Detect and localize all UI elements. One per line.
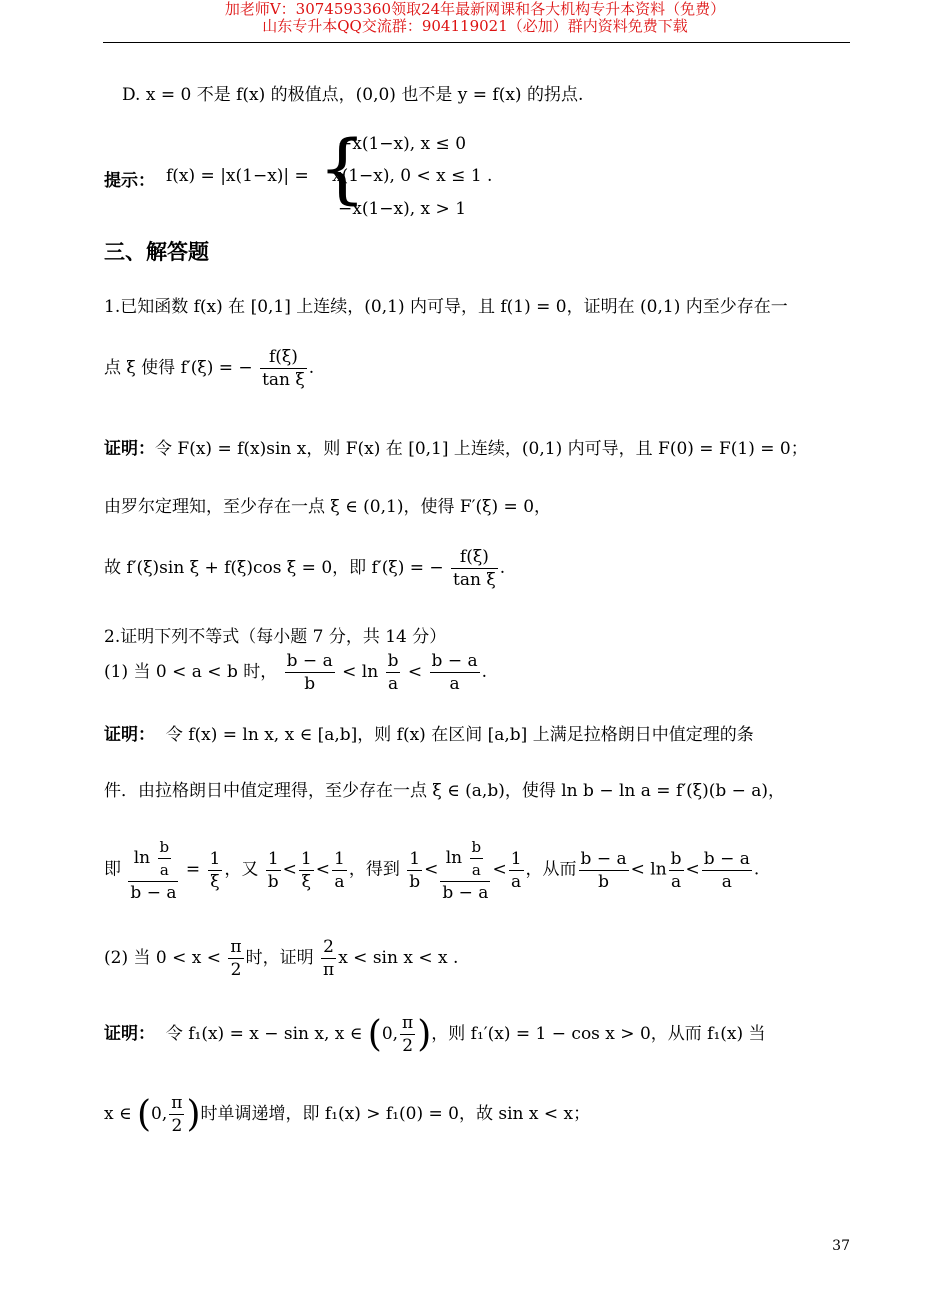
text: ，又 <box>224 859 259 880</box>
frac-den: 2 <box>171 1116 183 1136</box>
frac-den: a <box>471 861 481 879</box>
q1-proof-2: 由罗尔定理知，至少存在一点 ξ ∈ (0,1)，使得 F′(ξ) = 0， <box>104 497 552 517</box>
frac-den: π <box>323 960 335 980</box>
frac-num: 2 <box>321 936 336 959</box>
q1-fraction <box>260 346 307 391</box>
one-over-xi <box>208 848 223 893</box>
q2-p1-proof-line-3 <box>104 836 759 904</box>
b-over-a <box>158 836 172 881</box>
frac-num <box>128 836 178 882</box>
frac-num: 1 <box>300 848 312 869</box>
section-title: 三、解答题 <box>104 239 209 264</box>
frac-den: 2 <box>402 1036 414 1056</box>
q2-p1-lt: < <box>407 662 423 682</box>
frac-num: b − a <box>286 651 333 671</box>
q2-p2-lead: (2) 当 0 < x < <box>104 948 221 968</box>
text: < <box>282 859 297 880</box>
q2-p2-line <box>104 936 458 981</box>
q2-stem: 2.证明下列不等式（每小题 7 分，共 14 分） <box>104 627 447 647</box>
one-over-a-2 <box>509 848 524 893</box>
q2-p2-shi: 时，证明 <box>245 948 314 968</box>
text: < <box>424 859 439 880</box>
frac-num: π <box>171 1093 183 1113</box>
text: = <box>185 859 201 880</box>
frac-num: 1 <box>209 848 221 869</box>
one-over-xi-2 <box>299 848 314 893</box>
q1-frac-den: tan ξ <box>262 370 305 390</box>
hint-case-2: x(1−x), 0 < x ≤ 1 . <box>332 166 493 186</box>
ln-ratio-frac <box>128 836 178 904</box>
q2-proof-label: 证明： <box>104 725 155 745</box>
frac-den: b − a <box>130 883 177 903</box>
frac-den: b <box>409 871 421 892</box>
text: 即 <box>104 859 121 880</box>
q2-p2-proof-1: 令 f₁(x) = x − sin x, x ∈ <box>165 1024 363 1044</box>
ln-ratio-frac-2 <box>440 836 490 904</box>
frac-den: a <box>334 871 345 892</box>
q1-proof-3: 故 f′(ξ)sin ξ + f(ξ)cos ξ = 0，即 f′(ξ) = − <box>104 558 444 578</box>
q2-p2-proof-1b: ，则 f₁′(x) = 1 − cos x > 0，从而 f₁(x) 当 <box>431 1024 766 1044</box>
frac-den: a <box>449 674 460 694</box>
conclusion-frac-3 <box>702 848 752 893</box>
q1-proof-frac-num: f(ξ) <box>451 546 498 569</box>
q1-proof-frac-den: tan ξ <box>453 570 496 590</box>
frac-num: π <box>402 1013 414 1033</box>
q1-stem-a: 1.已知函数 f(x) 在 [0,1] 上连续，(0,1) 内可导，且 f(1) = 0，证明在 (0,1) 内至少存在一 <box>104 297 788 317</box>
frac-den: b <box>267 871 279 892</box>
q2-p1-mid: < ln <box>342 662 379 682</box>
frac-den: a <box>387 674 399 694</box>
hint-case-3: −x(1−x), x > 1 <box>338 199 467 219</box>
hint-lhs: f(x) = |x(1−x)| = <box>166 166 309 186</box>
q2-p1-frac-3 <box>430 650 480 695</box>
pi-over-2 <box>169 1092 184 1137</box>
frac-num: b <box>387 651 399 671</box>
frac-num: 1 <box>510 848 522 869</box>
ln: ln <box>445 848 463 868</box>
b-over-a <box>470 836 484 881</box>
frac-num: 1 <box>266 848 281 871</box>
q1-stem-b: 点 ξ 使得 f′(ξ) = − <box>104 358 253 378</box>
frac-num: 1 <box>407 848 422 871</box>
interval: 0, <box>151 1104 168 1124</box>
conclusion-frac-2 <box>669 848 684 893</box>
text: < <box>315 859 330 880</box>
text: . <box>753 859 760 880</box>
frac-den: a <box>159 861 169 879</box>
frac-num: b <box>470 836 484 859</box>
text: ，得到 <box>348 859 400 880</box>
pi-over-2 <box>400 1012 415 1057</box>
one-over-a <box>332 848 347 893</box>
frac-den: b − a <box>442 883 489 903</box>
q1-proof-1: 令 F(x) = f(x)sin x，则 F(x) 在 [0,1] 上连续，(0,1) 内可导，且 F(0) = F(1) = 0； <box>155 439 808 459</box>
hint-label: 提示： <box>104 171 155 191</box>
q2-p1-frac-2 <box>386 650 401 695</box>
q2-p2-proof-2a: x ∈ <box>104 1104 132 1124</box>
frac-den: a <box>511 871 522 892</box>
q2-p2-proof-label: 证明： <box>104 1024 155 1044</box>
q2-p2-tail: x < sin x < x . <box>338 948 459 968</box>
one-over-b-2 <box>407 848 422 893</box>
frac-den: ξ <box>210 871 220 892</box>
text: < <box>492 859 507 880</box>
frac-num: b <box>670 848 682 869</box>
two-over-pi <box>321 936 336 981</box>
text: < <box>685 859 700 880</box>
q2-p2-proof-line-2: x ∈ (0, $\frac{\pi}{2}$ )时单调递增，即 f₁(x) > f₁(0) = 0，故 sin x < x； <box>104 1093 591 1136</box>
q2-p1-proof-line-1 <box>104 720 754 745</box>
frac-den: a <box>671 871 682 892</box>
q2-p2-proof-2b: 时单调递增，即 f₁(x) > f₁(0) = 0，故 sin x < x； <box>200 1104 591 1124</box>
q2-p1-frac-1 <box>285 650 335 695</box>
q1-frac-num: f(ξ) <box>260 346 307 369</box>
piecewise-brace: { <box>318 123 367 212</box>
q1-proof-line-1 <box>104 434 808 459</box>
pi-over-2 <box>228 936 243 981</box>
text: < ln <box>630 859 667 880</box>
q2-p1-proof-1: 令 f(x) = ln x, x ∈ [a,b]，则 f(x) 在区间 [a,b] 上满足拉格朗日中值定理的条 <box>165 725 754 745</box>
frac-num <box>440 836 490 882</box>
ln: ln <box>133 848 151 868</box>
q1-proof-line-3: 故 f′(ξ)sin ξ + f(ξ)cos ξ = 0，即 f′(ξ) = − $\frac{f(\xi)}{\text{tan ξ}}$ . <box>104 547 506 590</box>
frac-num: b − a <box>580 848 627 869</box>
frac-den: b <box>304 674 316 694</box>
frac-num: b − a <box>431 651 478 671</box>
header-rule <box>103 42 850 43</box>
q2-p2-proof-line-1: 证明： 令 f₁(x) = x − sin x, x ∈ (0, $\frac{\pi}{2}$ )，则 f₁′(x) = 1 − cos x > 0，从而 f₁(x) 当 <box>104 1013 766 1056</box>
q2-p1-proof-2: 件．由拉格朗日中值定理得，至少存在一点 ξ ∈ (a,b)，使得 ln b − ln a = f′(ξ)(b − a)， <box>104 781 786 801</box>
text: ，从而 <box>525 859 577 880</box>
interval: 0, <box>381 1024 399 1044</box>
frac-num: π <box>230 937 242 957</box>
q1-proof-fraction <box>451 546 498 591</box>
frac-num: 1 <box>334 848 345 869</box>
option-d: D. x = 0 不是 f(x) 的极值点，(0,0) 也不是 y = f(x) 的拐点. <box>122 85 584 105</box>
frac-den: a <box>721 871 732 892</box>
frac-num: b − a <box>703 848 750 869</box>
one-over-b <box>266 848 281 893</box>
conclusion-frac-1 <box>579 848 629 893</box>
frac-den: ξ <box>301 871 312 892</box>
hint-case-1: −x(1−x), x ≤ 0 <box>338 134 467 154</box>
frac-den: b <box>598 871 610 892</box>
frac-num: b <box>158 836 172 859</box>
q1-stem-b-line: 点 ξ 使得 f′(ξ) = − $\frac{f(\xi)}{\text{tan ξ}}$ . <box>104 347 315 390</box>
q1-proof-label: 证明： <box>104 439 155 459</box>
page-number: 37 <box>832 1238 850 1254</box>
q2-p1-lead: (1) 当 0 < a < b 时， <box>104 662 278 682</box>
frac-den: 2 <box>230 960 242 980</box>
q2-p1-line: (1) 当 0 < a < b 时， $\frac{b - a}{b}$ < ln $\frac{b}{a}$ < $\frac{b - a}{a}$ . <box>104 651 488 694</box>
header-line-2: 山东专升本QQ交流群：904119021（必加）群内资料免费下载 <box>262 17 688 35</box>
header-line-1: 加老师V：3074593360领取24年最新网课和各大机构专升本资料（免费） <box>224 0 726 18</box>
